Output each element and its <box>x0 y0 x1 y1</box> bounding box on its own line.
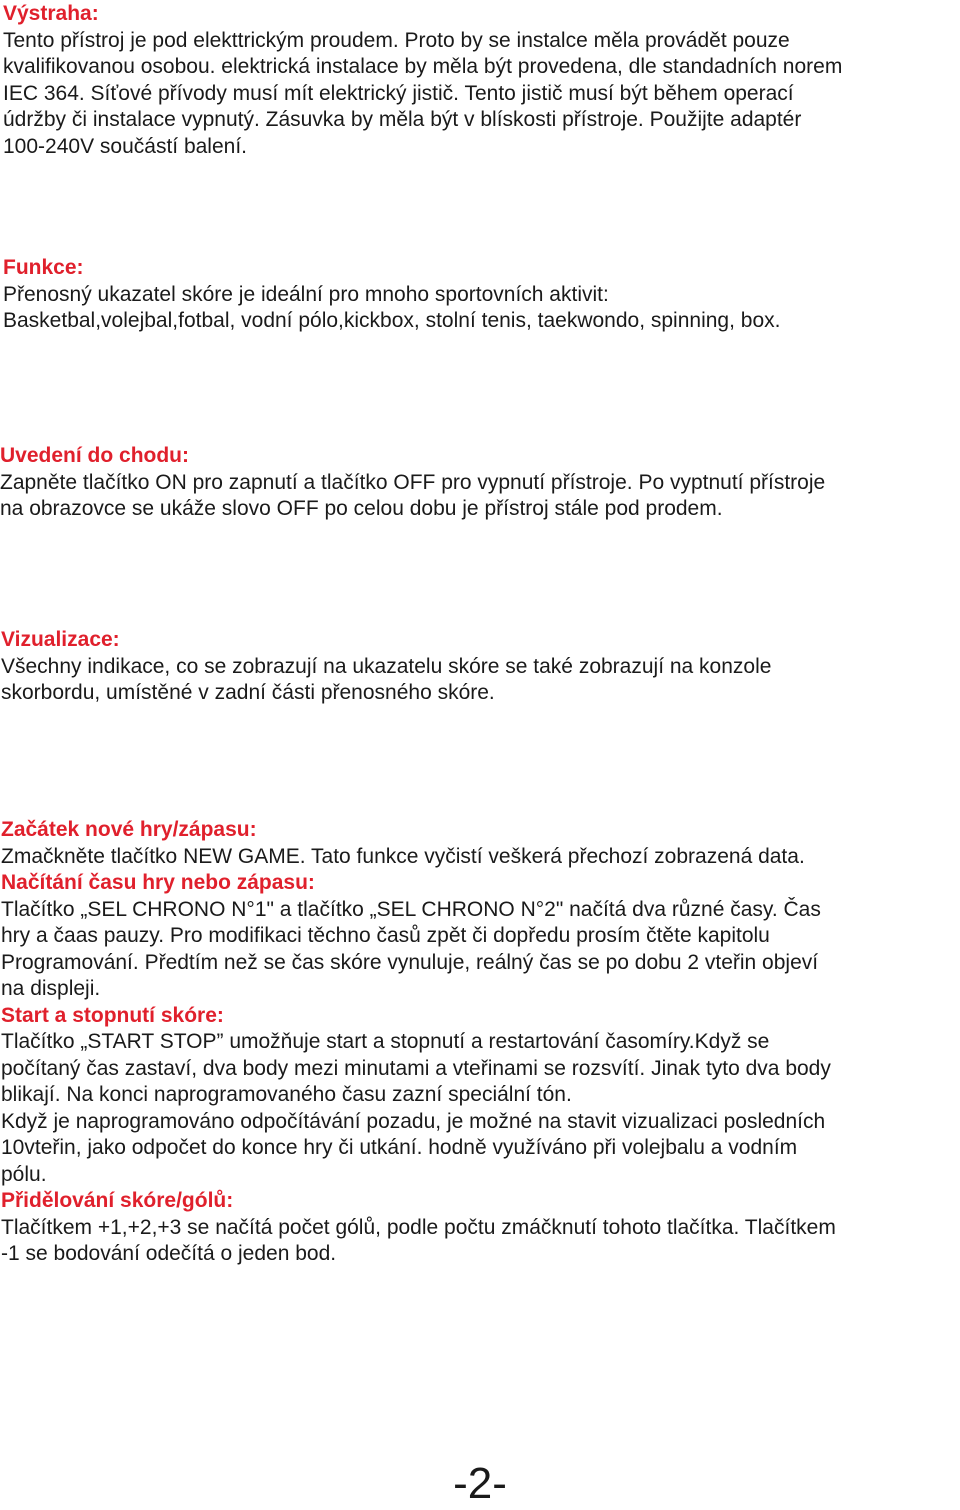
start-stop-line: 10vteřin, jako odpočet do konce hry či utkání. hodně využíváno při volejbalu a vodním <box>1 1136 798 1159</box>
start-stop-line: Když je naprogramováno odpočítávání pozadu, je možné na stavit vizualizaci posledních <box>1 1109 826 1133</box>
warning-line: IEC 364. Síťové přívody musí mít elektrický jistič. Tento jistič musí být během operací <box>3 81 794 105</box>
new-game-heading: Začátek nové hry/zápasu: <box>1 818 257 841</box>
loading-time-line: hry a čaas pauzy. Pro modifikaci těchno časů zpět či dopředu prosím čtěte kapitolu <box>1 924 770 947</box>
visualization-line: Všechny indikace, co se zobrazují na ukazatelu skóre se také zobrazují na konzole <box>1 654 772 678</box>
startup-heading: Uvedení do chodu: <box>0 444 189 467</box>
warning-line: kvalifikovanou osobou. elektrická instalace by měla být provedena, dle standadních norem <box>3 55 843 78</box>
start-stop-line: Tlačítko „START STOP” umožňuje start a stopnutí a restartování časomíry.Když se <box>1 1030 770 1053</box>
start-stop-line: pólu. <box>1 1162 47 1186</box>
warning-line: 100-240V součástí balení. <box>3 134 248 158</box>
loading-time-line: Programování. Předtím než se čas skóre vynuluje, reálný čas se po dobu 2 vteřin objeví <box>1 950 819 974</box>
scoring-line: Tlačítkem +1,+2,+3 se načítá počet gólů, podle počtu zmáčknutí tohoto tlačítka. Tlačítkem <box>1 1215 836 1239</box>
startup-line: Zapněte tlačítko ON pro zapnutí a tlačítko OFF pro vypnutí přístroje. Po vyptnutí přístroje <box>0 470 826 494</box>
loading-time-heading: Načítání času hry nebo zápasu: <box>1 871 315 894</box>
warning-line: Tento přístroj je pod elekttrickým proudem. Proto by se instalce měla provádět pouze <box>3 28 790 52</box>
scoring-line: -1 se bodování odečítá o jeden bod. <box>1 1242 337 1265</box>
visualization-section <box>1 627 956 707</box>
start-stop-line: blikají. Na konci naprogramovaného času zazní speciální tón. <box>1 1083 572 1106</box>
start-stop-line: počítaný čas zastaví, dva body mezi minutami a vteřinami se rozsvítí. Jinak tyto dva body <box>1 1056 831 1080</box>
warning-section <box>3 1 958 160</box>
functions-line: Přenosný ukazatel skóre je ideální pro mnoho sportovních aktivit: <box>3 282 609 306</box>
startup-section <box>0 443 955 523</box>
loading-time-line: Tlačítko „SEL CHRONO N°1" a tlačítko „SEL CHRONO N°2" načítá dva různé časy. Čas <box>1 897 821 921</box>
warning-heading: Výstraha: <box>3 2 99 25</box>
page-number: -2- <box>453 1459 507 1508</box>
scoring-heading: Přidělování skóre/gólů: <box>1 1189 234 1212</box>
warning-line: údržby či instalace vypnutý. Zásuvka by měla být v blískosti přístroje. Použijte adaptér <box>3 108 802 131</box>
functions-heading: Funkce: <box>3 256 84 279</box>
new-game-line: Zmačkněte tlačítko NEW GAME. Tato funkce vyčistí veškerá přechozí zobrazená data. <box>1 844 805 868</box>
operations-section <box>1 817 956 1268</box>
visualization-line: skorbordu, umístěné v zadní části přenosného skóre. <box>1 681 495 704</box>
loading-time-line: na displeji. <box>1 977 101 1000</box>
visualization-heading: Vizualizace: <box>1 628 120 651</box>
functions-section <box>3 255 958 335</box>
startup-line: na obrazovce se ukáže slovo OFF po celou dobu je přístroj stále pod prodem. <box>0 497 723 520</box>
start-stop-heading: Start a stopnutí skóre: <box>1 1003 224 1027</box>
functions-line: Basketbal,volejbal,fotbal, vodní pólo,kickbox, stolní tenis, taekwondo, spinning, box. <box>3 309 781 332</box>
